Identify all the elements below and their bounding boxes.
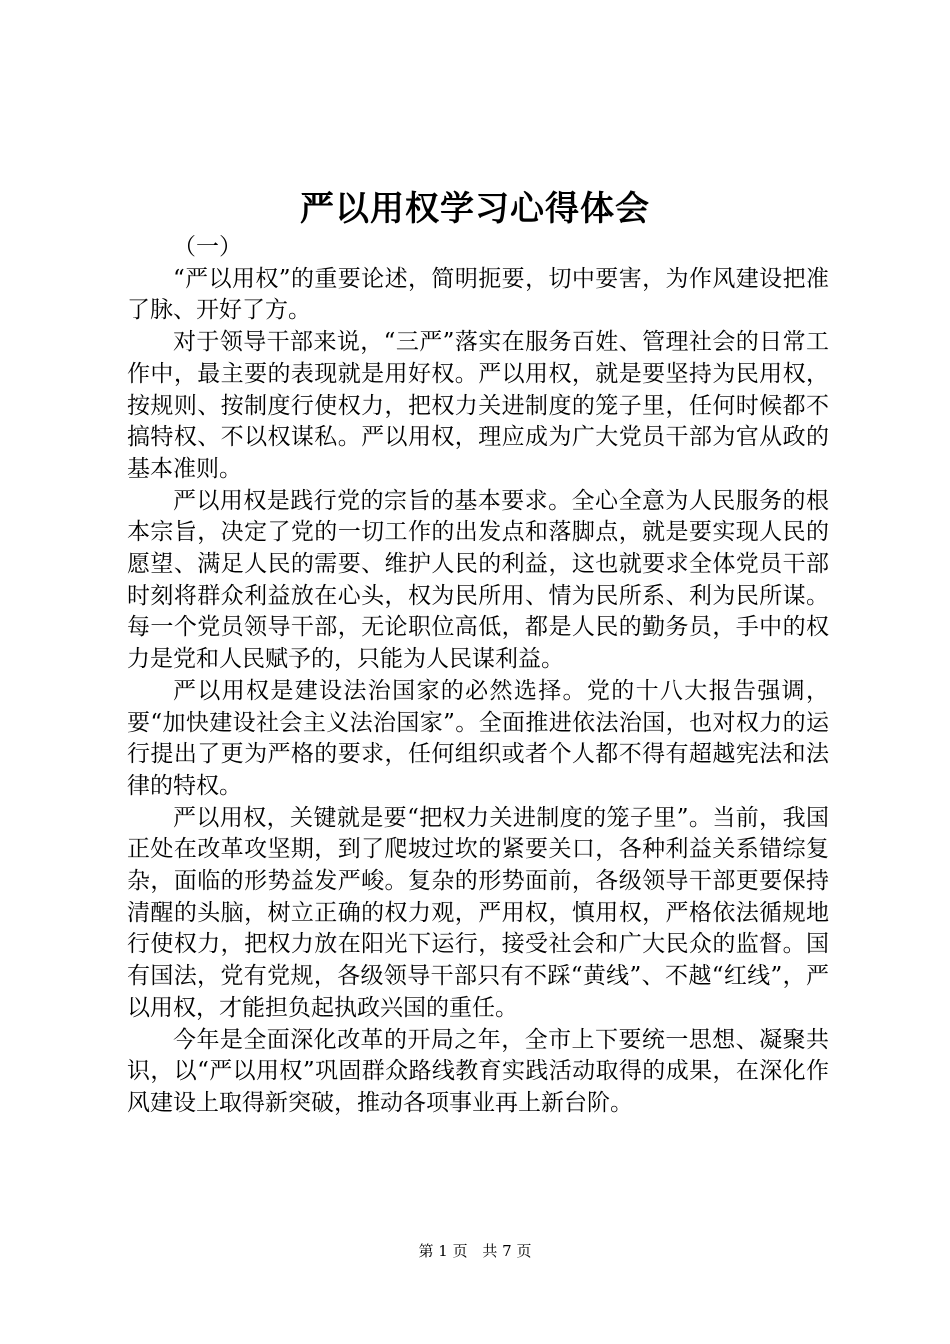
- page-footer: [0, 1240, 950, 1262]
- document-title: 严以用权学习心得体会: [300, 189, 650, 229]
- document-body: [127, 232, 829, 1120]
- section-mark: （一）: [173, 234, 242, 260]
- paragraph: 严以用权是践行党的宗旨的基本要求。全心全意为人民服务的根本宗旨，决定了党的一切工作的出发点和落脚点，就是要实现人民的愿望、满足人民的需要、维护人民的利益，这也就要求全体党员干部时刻将群众利益放在心头，权为民所用、情为民所系、利为民所谋。每一个党员领导干部，无论职位高低，都是人民的勤务员，手中的权力是党和人民赋予的，只能为人民谋利益。: [127, 487, 829, 673]
- paragraph: “严以用权”的重要论述，简明扼要，切中要害，为作风建设把准了脉、开好了方。: [127, 265, 829, 324]
- paragraph: 对于领导干部来说，“三严”落实在服务百姓、管理社会的日常工作中，最主要的表现就是用好权。严以用权，就是要坚持为民用权，按规则、按制度行使权力，把权力关进制度的笼子里，任何时候都不搞特权、不以权谋私。严以用权，理应成为广大党员干部为官从政的基本准则。: [127, 329, 829, 482]
- paragraph: 严以用权是建设法治国家的必然选择。党的十八大报告强调，要“加快建设社会主义法治国家”。全面推进依法治国，也对权力的运行提出了更为严格的要求，任何组织或者个人都不得有超越宪法和法律的特权。: [127, 677, 829, 799]
- paragraph: 严以用权，关键就是要“把权力关进制度的笼子里”。当前，我国正处在改革攻坚期，到了爬坡过坎的紧要关口，各种利益关系错综复杂，面临的形势益发严峻。复杂的形势面前，各级领导干部更要保持清醒的头脑，树立正确的权力观，严用权，慎用权，严格依法循规地行使权力，把权力放在阳光下运行，接受社会和广大民众的监督。国有国法，党有党规，各级领导干部只有不踩“黄线”、不越“红线”，严以用权，才能担负起执政兴国的重任。: [127, 804, 829, 1021]
- page-total: 共 7 页: [482, 1242, 532, 1260]
- page-number: 第 1 页: [418, 1242, 468, 1260]
- paragraph: 今年是全面深化改革的开局之年，全市上下要统一思想、凝聚共识，以“严以用权”巩固群众路线教育实践活动取得的成果，在深化作风建设上取得新突破，推动各项事业再上新台阶。: [127, 1026, 829, 1116]
